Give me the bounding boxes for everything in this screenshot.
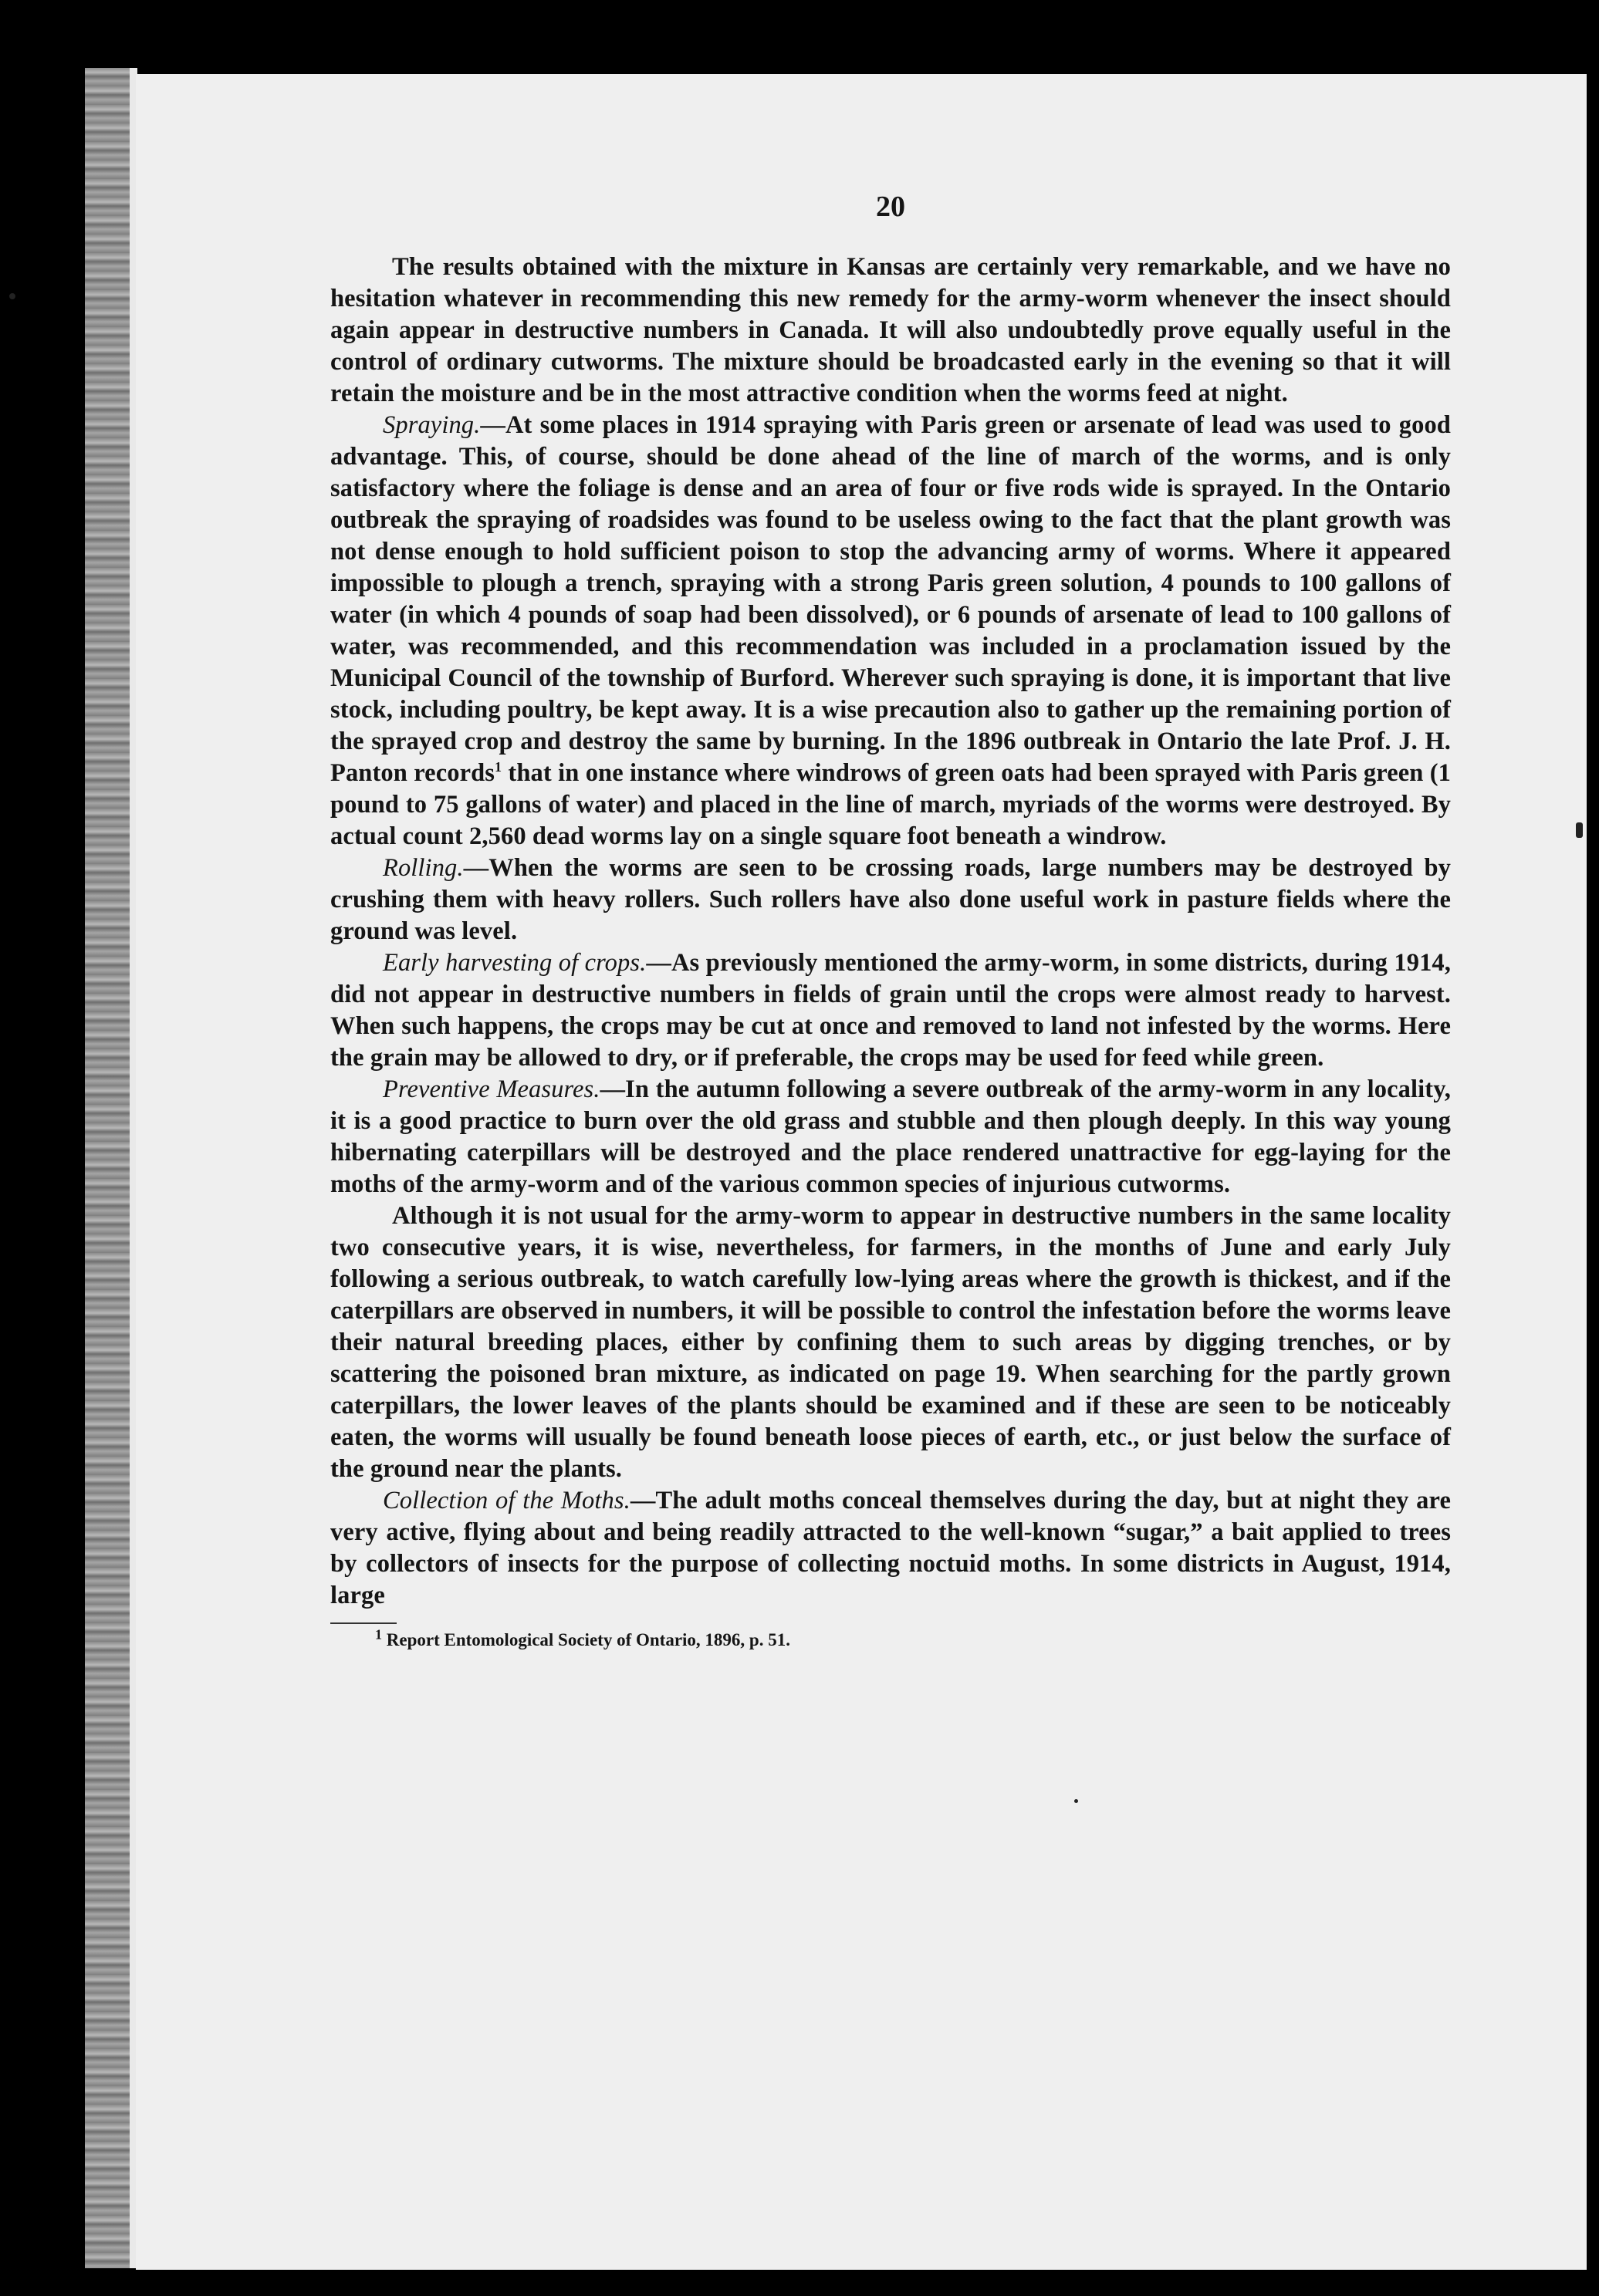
paragraph-text: —The adult moths conceal themselves during the day, but at night they are very active, flying about and being readily attracted to the well-known “sugar,” a bait applied to trees by collectors of insects for the purpose of collecting noctuid moths. In some districts in August, 1914, large: [330, 1487, 1451, 1609]
paragraph-text: that in one instance where windrows of green oats had been sprayed with Paris green (1 pound to 75 gallons of water) and placed in the line of march, myriads of the worms were destroyed. By actual count 2,560 dead worms lay on a single square foot beneath a windrow.: [330, 759, 1452, 850]
page-content: [330, 188, 1451, 1652]
footnote-marker: 1: [375, 1626, 382, 1643]
paragraph-although: [330, 1200, 1451, 1485]
paragraph-early-harvesting: [330, 947, 1451, 1074]
section-heading-rolling: Rolling.: [383, 854, 464, 882]
section-heading-collection-of-moths: Collection of the Moths.: [383, 1487, 630, 1514]
paragraph-intro: [330, 252, 1451, 410]
paragraph-text: The results obtained with the mixture in Kansas are certainly very remarkable, and we have no hesitation whatever in recommending this new remedy for the army-worm whenever the insect should again appear in destructive numbers in Canada. It will also undoubtedly prove equally useful in the control of ordinary cutworms. The mixture should be broadcasted early in the evening so that it will retain the moisture and be in the most attractive condition when the worms feed at night.: [330, 253, 1451, 407]
paragraph-text: —As previously mentioned the army-worm, in some districts, during 1914, did not appear in destructive numbers in fields of grain until the crops were almost ready to harvest. When such happens, the crops may be cut at once and removed to land not infested by the worms. Here the grain may be allowed to dry, or if preferable, the crops may be used for feed while green.: [330, 949, 1451, 1072]
paragraph-spraying: [330, 410, 1451, 853]
section-heading-preventive-measures: Preventive Measures.: [383, 1075, 600, 1103]
footnote-reference: 1: [495, 759, 502, 775]
footnote: [375, 1626, 1451, 1652]
page-number: 20: [876, 191, 905, 223]
section-heading-spraying: Spraying.: [383, 411, 481, 439]
scan-speck: [1576, 822, 1583, 838]
paragraph-text: Although it is not usual for the army-worm to appear in destructive numbers in the same locality two consecutive years, it is wise, nevertheless, for farmers, in the months of June and early July following a serious outbreak, to watch carefully low-lying areas where the growth is thickest, and if the caterpillars are observed in numbers, it will be possible to control the infestation before the worms leave their natural breeding places, either by confining them to such areas by digging trenches, or by scattering the poisoned bran mixture, as indicated on page 19. When searching for the partly grown caterpillars, the lower leaves of the plants should be examined and if these are seen to be noticeably eaten, the worms will usually be found beneath loose pieces of earth, etc., or just below the surface of the ground near the plants.: [330, 1202, 1451, 1483]
section-heading-early-harvesting: Early harvesting of crops.: [383, 949, 647, 977]
paragraph-preventive-measures: [330, 1074, 1451, 1200]
paragraph-rolling: [330, 853, 1451, 947]
paragraph-collection-of-moths: [330, 1485, 1451, 1612]
book-binding-edge: [85, 68, 133, 2268]
paragraph-text: —In the autumn following a severe outbreak of the army-worm in any locality, it is a good practice to burn over the old grass and stubble and then plough deeply. In this way young hibernating caterpillars will be destroyed and the place rendered unattractive for egg-laying for the moths of the army-worm and of the various common species of injurious cutworms.: [330, 1075, 1452, 1198]
footnote-divider: [330, 1622, 397, 1624]
scan-speck: [9, 293, 15, 299]
footnote-text: Report Entomological Society of Ontario, 1896, p. 51.: [386, 1630, 790, 1649]
paragraph-text: —At some places in 1914 spraying with Paris green or arsenate of lead was used to good advantage. This, of course, should be done ahead of the line of march of the worms, and is only satisfactory where the foliage is dense and an area of four or five rods wide is sprayed. In the Ontario outbreak the spraying of roadsides was found to be useless owing to the fact that the plant growth was not dense enough to hold sufficient poison to stop the advancing army of worms. Where it appeared impossible to plough a trench, spraying with a strong Paris green solution, 4 pounds to 100 gallons of water (in which 4 pounds of soap had been dissolved), or 6 pounds of arsenate of lead to 100 gallons of water, was recommended, and this recommendation was included in a proclamation issued by the Municipal Council of the township of Burford. Wherever such spraying is done, it is important that live stock, including poultry, be kept away. It is a wise precaution also to gather up the remaining portion of the sprayed crop and destroy the same by burning. In the 1896 outbreak in Ontario the late Prof. J. H. Panton records: [330, 411, 1451, 787]
paragraph-text: —When the worms are seen to be crossing roads, large numbers may be destroyed by crushing them with heavy rollers. Such rollers have also done useful work in pasture fields where the ground was level.: [330, 854, 1451, 945]
scan-speck: [1074, 1799, 1078, 1803]
